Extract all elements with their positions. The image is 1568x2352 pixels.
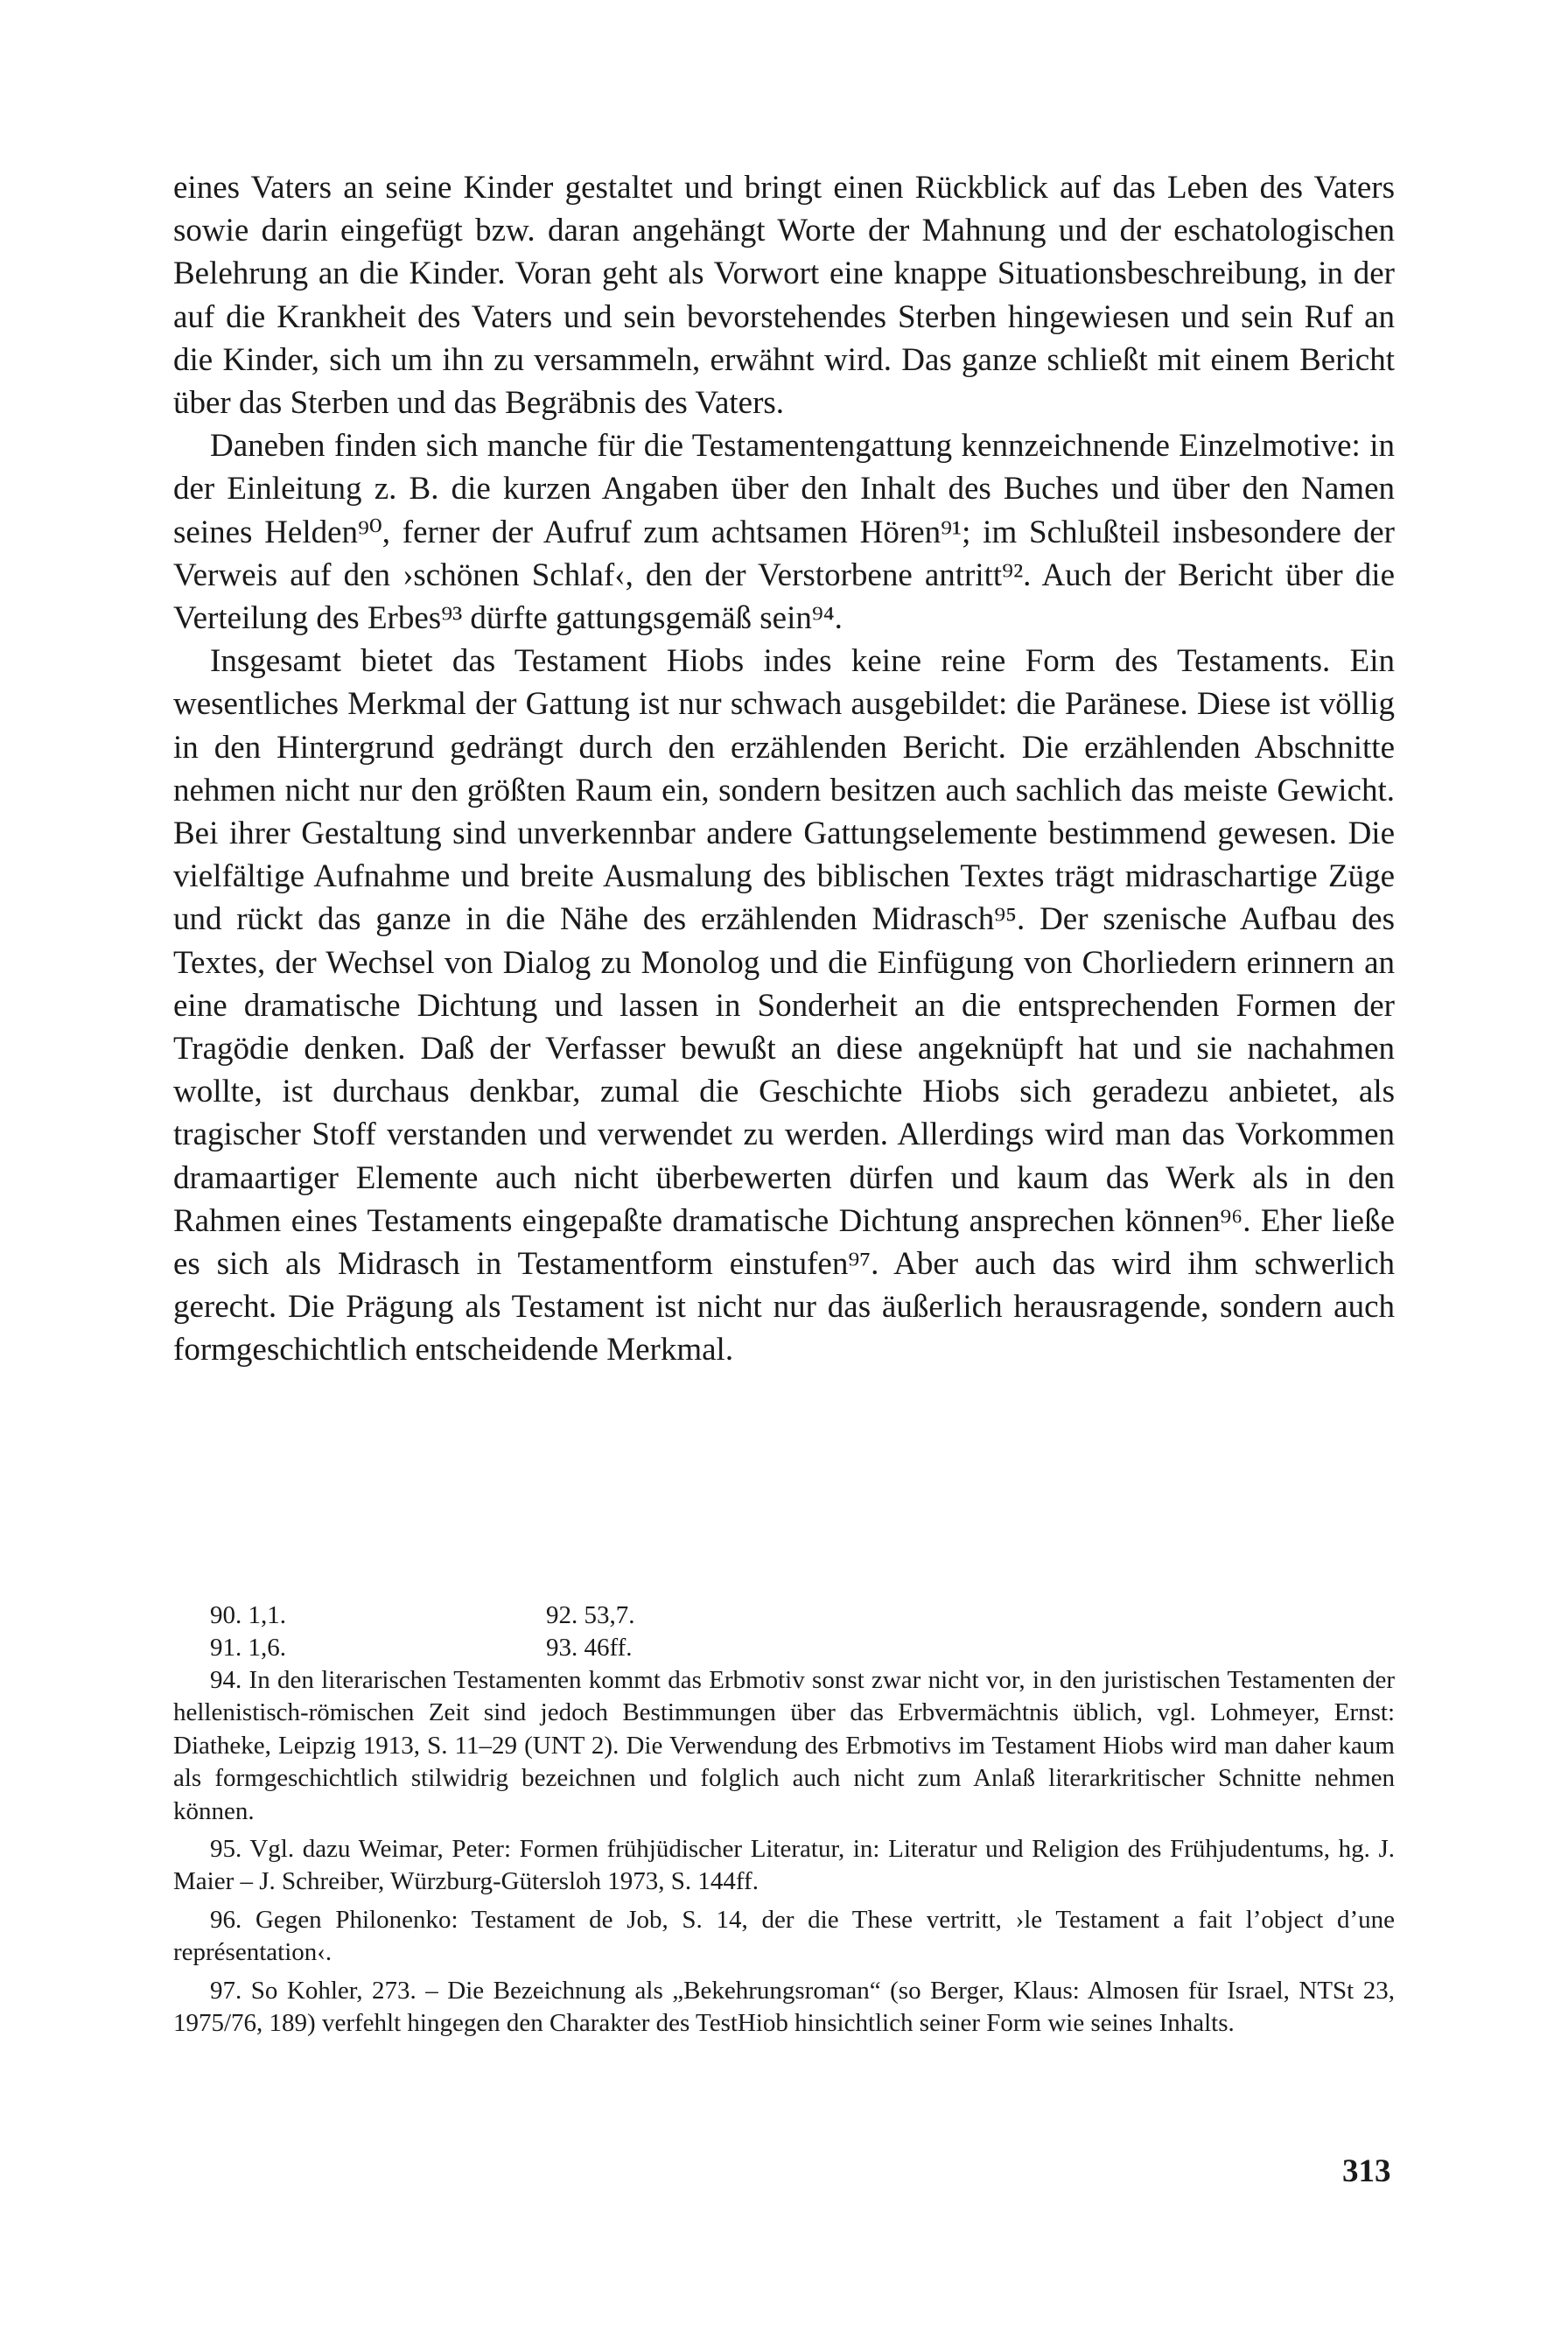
footnote-93: 93. 46ff. (546, 1634, 633, 1662)
footnote-92: 92. 53,7. (546, 1601, 635, 1629)
paragraph-2: Daneben finden sich manche für die Testamentengattung kennzeichnende Einzelmotive: in der Einleitung z. B. die kurzen Angaben über den Inhalt des Buches und über den Namen seines Helden⁹⁰, ferner der Aufruf zum achtsamen Hören⁹¹; im Schlußteil insbesondere der Verweis auf den ›schönen Schlaf‹, den der Verstorbene antritt⁹². Auch der Bericht über die Verteilung des Erbes⁹³ dürfte gattungsgemäß sein⁹⁴. (173, 428, 1395, 637)
page-number: 313 (1342, 2153, 1391, 2189)
paragraph-3: Insgesamt bietet das Testament Hiobs indes keine reine Form des Testaments. Ein wesentliches Merkmal der Gattung ist nur schwach ausgebildet: die Paränese. Diese ist völlig in den Hintergrund gedrängt durch den erzählenden Bericht. Die erzählenden Abschnitte nehmen nicht nur den größten Raum ein, sondern besitzen auch sachlich das meiste Gewicht. Bei ihrer Gestaltung sind unverkennbar andere Gattungselemente bestimmend gewesen. Die vielfältige Aufnahme und breite Ausmalung des biblischen Textes trägt midraschartige Züge und rückt das ganze in die Nähe des erzählenden Midrasch⁹⁵. Der szenische Aufbau des Textes, der Wechsel von Dialog zu Monolog und die Einfügung von Chorliedern erinnern an eine dramatische Dichtung und lassen in Sonderheit an die entsprechenden Formen der Tragödie denken. Daß der Verfasser bewußt an diese angeknüpft hat und sie nachahmen wollte, ist durchaus denkbar, zumal die Geschichte Hiobs sich geradezu anbietet, als tragischer Stoff verstanden und verwendet zu werden. Allerdings wird man das Vorkommen dramaartiger Elemente auch nicht überbewerten dürfen und kaum das Werk als in den Rahmen eines Testaments eingepaßte dramatische Dichtung ansprechen können⁹⁶. Eher ließe es sich als Midrasch in Testamentform einstufen⁹⁷. Aber auch das wird ihm schwerlich gerecht. Die Prägung als Testament ist nicht nur das äußerlich herausragende, sondern auch formgeschichtlich entscheidende Merkmal. (173, 643, 1395, 1368)
footnotes (173, 1600, 1395, 2045)
footnote-96: 96. Gegen Philonenko: Testament de Job, S. 14, der die These vertritt, ›le Testament a fait l’object d’une représentation‹. (173, 1905, 1395, 1967)
main-text (173, 166, 1395, 1372)
footnote-95: 95. Vgl. dazu Weimar, Peter: Formen frühjüdischer Literatur, in: Literatur und Religion des Frühjudentums, hg. J. Maier – J. Schreiber, Würzburg-Gütersloh 1973, S. 144ff. (173, 1835, 1395, 1896)
paragraph-1: eines Vaters an seine Kinder gestaltet und bringt einen Rückblick auf das Leben des Vaters sowie darin eingefügt bzw. daran angehängt Worte der Mahnung und der eschatologischen Belehrung an die Kinder. Voran geht als Vorwort eine knappe Situationsbeschreibung, in der auf die Krankheit des Vaters und sein bevorstehendes Sterben hingewiesen und sein Ruf an die Kinder, sich um ihn zu versammeln, erwähnt wird. Das ganze schließt mit einem Bericht über das Sterben und das Begräbnis des Vaters. (173, 170, 1395, 422)
footnote-90: 90. 1,1. (210, 1601, 286, 1629)
footnote-94: 94. In den literarischen Testamenten kommt das Erbmotiv sonst zwar nicht vor, in den juristischen Testamenten der hellenistisch-römischen Zeit sind jedoch Bestimmungen über das Erbvermächtnis üblich, vgl. Lohmeyer, Ernst: Diatheke, Leipzig 1913, S. 11–29 (UNT 2). Die Verwendung des Erbmotivs im Testament Hiobs wird man daher kaum als formgeschichtlich stilwidrig bezeichnen und folglich auch nicht zum Anlaß literarkritischer Schnitte nehmen können. (173, 1666, 1395, 1825)
footnote-97: 97. So Kohler, 273. – Die Bezeichnung als „Bekehrungsroman“ (so Berger, Klaus: Almosen für Israel, NTSt 23, 1975/76, 189) verfehlt hingegen den Charakter des TestHiob hinsichtlich seiner Form wie seines Inhalts. (173, 1976, 1395, 2038)
footnote-91: 91. 1,6. (210, 1634, 286, 1662)
short-footnotes (173, 1600, 1395, 1664)
